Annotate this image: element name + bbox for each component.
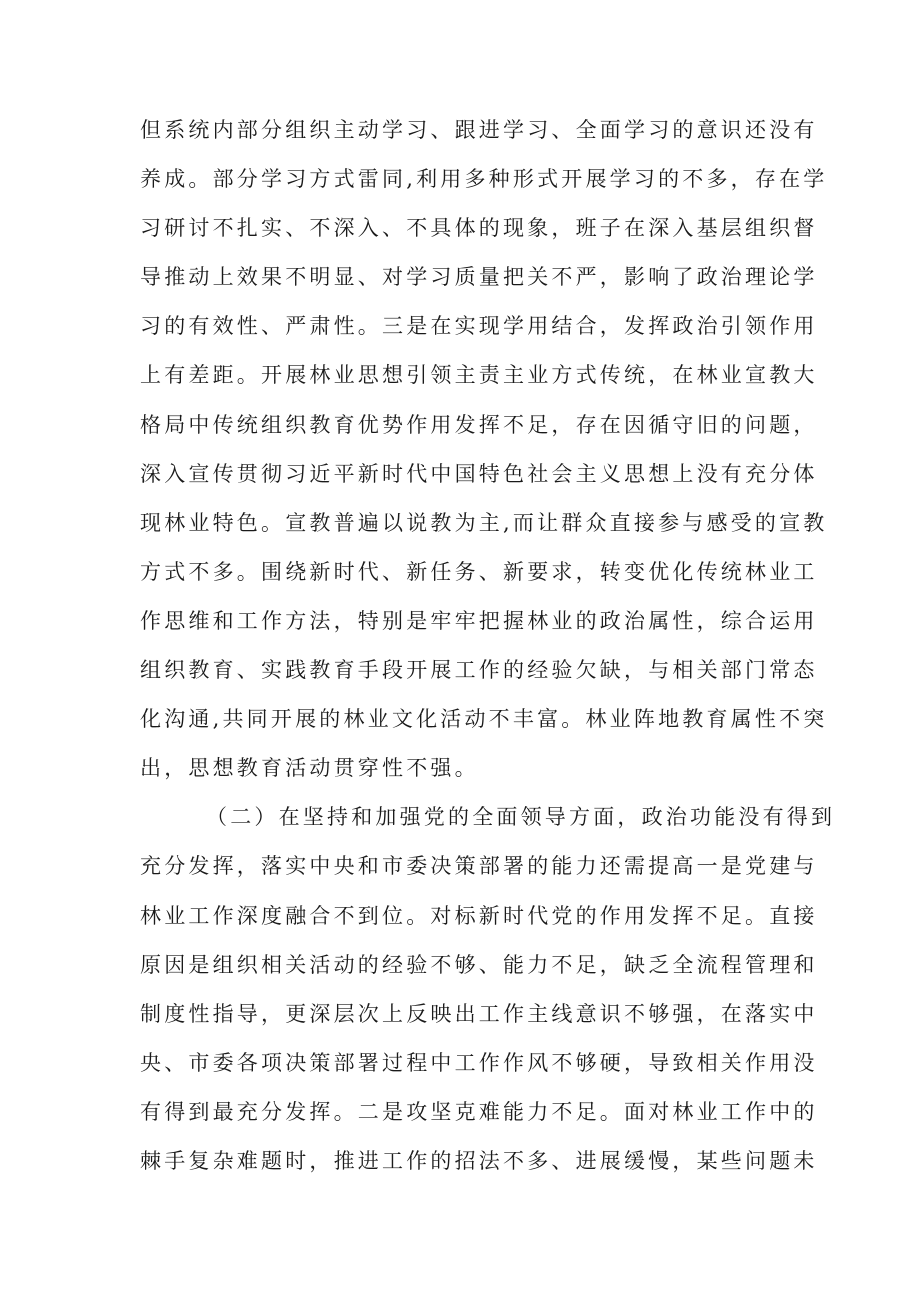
paragraph-1-line-2: 养成。部分学习方式雷同,利用多种形式开展学习的不多，存在学	[140, 167, 828, 192]
paragraph-2-line-3: 林业工作深度融合不到位。对标新时代党的作用发挥不足。直接	[140, 903, 818, 928]
paragraph-1-line-4: 导推动上效果不明显、对学习质量把关不严，影响了政治理论学	[140, 265, 818, 290]
paragraph-2-line-7: 有得到最充分发挥。二是攻坚克难能力不足。面对林业工作中的	[140, 1099, 818, 1124]
paragraph-1-line-11: 作思维和工作方法，特别是牢牢把握林业的政治属性，综合运用	[140, 608, 818, 633]
paragraph-1-line-13: 化沟通,共同开展的林业文化活动不丰富。林业阵地教育属性不突	[140, 707, 828, 732]
paragraph-2-line-4: 原因是组织相关活动的经验不够、能力不足，缺乏全流程管理和	[140, 952, 818, 977]
paragraph-2-line-1: （二）在坚持和加强党的全面领导方面，政治功能没有得到	[206, 805, 836, 830]
paragraph-1-line-9: 现林业特色。宣教普遍以说教为主,而让群众直接参与感受的宣教	[140, 510, 828, 535]
paragraph-1-line-7: 格局中传统组织教育优势作用发挥不足，存在因循守旧的问题，	[140, 412, 818, 437]
paragraph-2-line-5: 制度性指导，更深层次上反映出工作主线意识不够强，在落实中	[140, 1001, 818, 1026]
paragraph-1-line-6: 上有差距。开展林业思想引领主责主业方式传统，在林业宣教大	[140, 363, 818, 388]
document-body	[140, 106, 836, 1186]
paragraph-1-line-14: 出，思想教育活动贯穿性不强。	[140, 756, 479, 781]
paragraph-1-line-8: 深入宣传贯彻习近平新时代中国特色社会主义思想上没有充分体	[140, 461, 818, 486]
paragraph-1-line-5: 习的有效性、严肃性。三是在实现学用结合，发挥政治引领作用	[140, 314, 818, 339]
paragraph-1-line-10: 方式不多。围绕新时代、新任务、新要求，转变优化传统林业工	[140, 559, 818, 584]
paragraph-1-line-3: 习研讨不扎实、不深入、不具体的现象，班子在深入基层组织督	[140, 216, 818, 241]
paragraph-1-line-12: 组织教育、实践教育手段开展工作的经验欠缺，与相关部门常态	[140, 658, 818, 683]
paragraph-2-line-6: 央、市委各项决策部署过程中工作作风不够硬，导致相关作用没	[140, 1050, 818, 1075]
paragraph-2-line-8: 棘手复杂难题时，推进工作的招法不多、进展缓慢，某些问题未	[140, 1148, 818, 1173]
paragraph-1-line-1: 但系统内部分组织主动学习、跟进学习、全面学习的意识还没有	[140, 118, 818, 142]
paragraph-2-line-2: 充分发挥，落实中央和市委决策部署的能力还需提高一是党建与	[140, 854, 818, 879]
